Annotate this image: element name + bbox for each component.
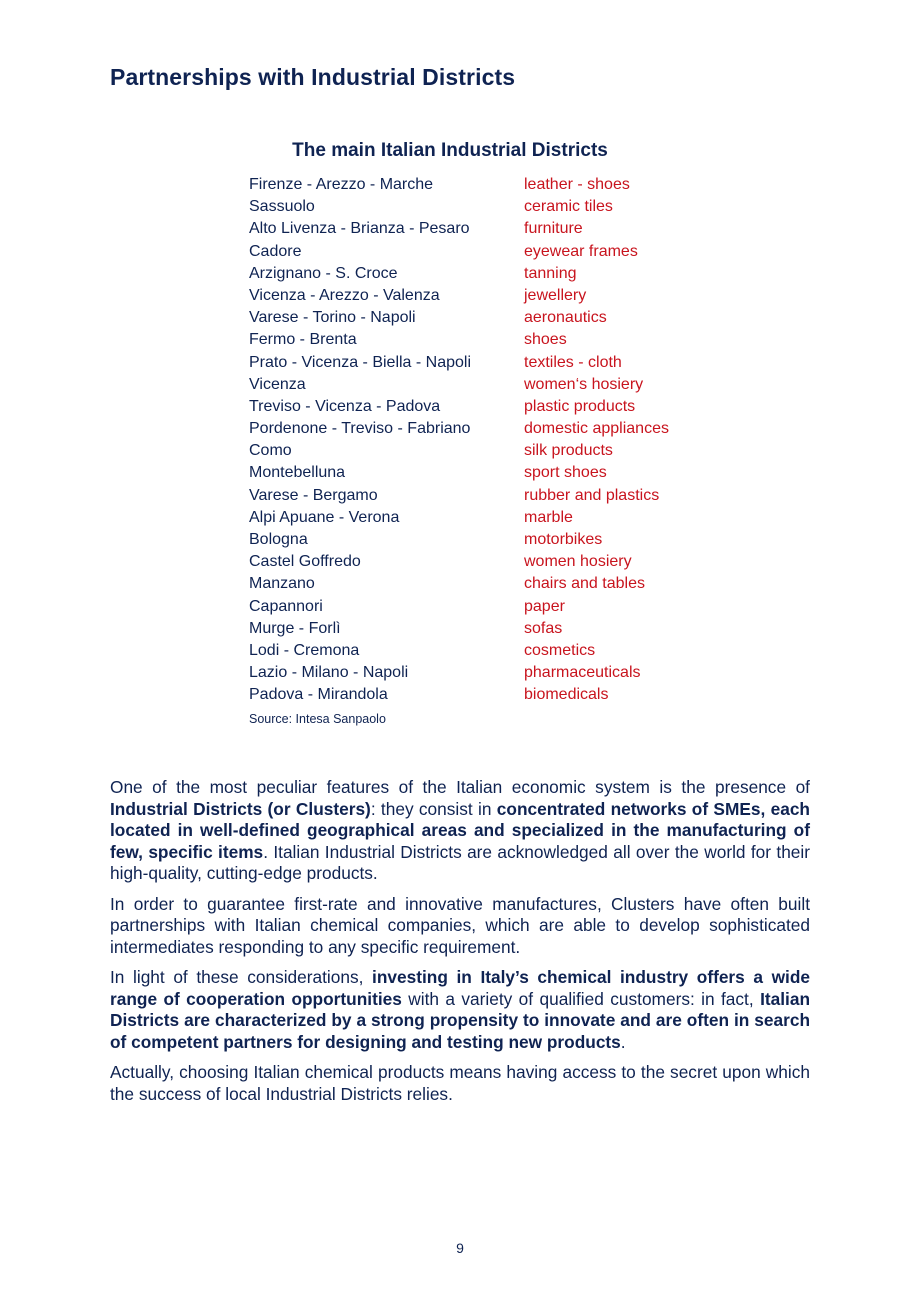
district-product: women‘s hosiery [524, 375, 644, 393]
body-paragraph [110, 1062, 810, 1105]
district-place: Como [249, 442, 292, 460]
page-number: 9 [456, 1240, 464, 1256]
table-row [249, 662, 709, 684]
table-row [249, 396, 709, 418]
district-place: Murge - Forlì [249, 619, 341, 637]
table-row [249, 329, 709, 351]
table-row [249, 462, 709, 484]
district-product: ceramic tiles [524, 198, 613, 216]
district-product: shoes [524, 331, 567, 349]
text-run: Actually, choosing Italian chemical products means having access to the secret upon which the success of local Industrial Districts relies. [110, 1062, 810, 1104]
district-product: aeronautics [524, 309, 607, 327]
table-row [249, 529, 709, 551]
table-row [249, 174, 709, 196]
district-place: Varese - Torino - Napoli [249, 309, 416, 327]
text-run: : they consist in [370, 798, 497, 819]
district-product: jewellery [524, 286, 587, 304]
table-row [249, 196, 709, 218]
district-product: silk products [524, 442, 613, 460]
district-place: Vicenza [249, 375, 306, 393]
table-row [249, 573, 709, 595]
district-place: Pordenone - Treviso - Fabriano [249, 420, 471, 438]
text-run: One of the most peculiar features of the Italian economic system is the presence of [110, 777, 810, 797]
table-row [249, 218, 709, 240]
district-product: textiles - cloth [524, 353, 622, 371]
district-place: Manzano [249, 575, 315, 593]
text-run: In light of these considerations, [110, 967, 373, 987]
table-row [249, 684, 709, 706]
district-place: Lodi - Cremona [249, 641, 360, 659]
table-row [249, 285, 709, 307]
district-place: Castel Goffredo [249, 553, 361, 571]
table-row [249, 507, 709, 529]
bold-text-run: concentrated networks of SMEs, each located in well-defined geographical areas and specialized in the manufacturing of few, specific items [110, 798, 810, 862]
district-product: tanning [524, 264, 577, 282]
district-place: Alto Livenza - Brianza - Pesaro [249, 220, 470, 238]
table-row [249, 618, 709, 640]
district-product: cosmetics [524, 641, 596, 659]
districts-table [249, 174, 709, 707]
district-product: biomedicals [524, 686, 609, 704]
text-run: . [620, 1031, 626, 1052]
bold-text-run: Italian Districts are characterized by a strong propensity to innovate and are often in search of competent partners for designing and testing new products [110, 988, 810, 1052]
district-product: marble [524, 508, 573, 526]
district-product: sofas [524, 619, 563, 637]
district-place: Vicenza - Arezzo - Valenza [249, 286, 440, 304]
table-row [249, 440, 709, 462]
district-product: plastic products [524, 397, 636, 415]
district-product: leather - shoes [524, 176, 630, 193]
table-row [249, 640, 709, 662]
district-place: Alpi Apuane - Verona [249, 508, 400, 526]
district-product: eyewear frames [524, 242, 638, 260]
table-row [249, 551, 709, 573]
table-row [249, 596, 709, 618]
body-paragraph [110, 777, 810, 885]
district-place: Lazio - Milano - Napoli [249, 664, 409, 682]
district-place: Montebelluna [249, 464, 346, 482]
district-product: motorbikes [524, 531, 603, 548]
text-run: with a variety of qualified customers: in fact, [401, 988, 761, 1009]
district-product: rubber and plastics [524, 486, 660, 504]
district-place: Sassuolo [249, 198, 315, 216]
table-source: Source: Intesa Sanpaolo [249, 712, 386, 726]
district-place: Fermo - Brenta [249, 331, 357, 349]
table-row [249, 352, 709, 374]
district-place: Cadore [249, 242, 302, 260]
district-place: Varese - Bergamo [249, 486, 378, 504]
district-place: Padova - Mirandola [249, 686, 388, 704]
table-row [249, 263, 709, 285]
table-row [249, 485, 709, 507]
text-run: . Italian Industrial Districts are acknowledged all over the world for their high-quality, cutting-edge products. [110, 841, 811, 883]
district-product: women hosiery [524, 553, 632, 571]
body-paragraph [110, 894, 810, 959]
district-product: pharmaceuticals [524, 664, 641, 682]
body-text [110, 777, 810, 1114]
districts-table-title: The main Italian Industrial Districts [292, 140, 608, 161]
district-product: sport shoes [524, 464, 607, 482]
district-place: Firenze - Arezzo - Marche [249, 176, 434, 193]
district-place: Prato - Vicenza - Biella - Napoli [249, 353, 472, 371]
table-row [249, 418, 709, 440]
district-product: domestic appliances [524, 420, 669, 438]
table-row [249, 374, 709, 396]
bold-text-run: investing in Italy’s chemical industry offers a wide range of cooperation opportunities [110, 967, 810, 1009]
bold-text-run: Industrial Districts (or Clusters) [110, 798, 371, 819]
district-product: furniture [524, 220, 583, 238]
district-place: Treviso - Vicenza - Padova [249, 397, 441, 415]
district-product: chairs and tables [524, 575, 645, 593]
table-row [249, 241, 709, 263]
district-place: Arzignano - S. Croce [249, 264, 398, 282]
text-run: In order to guarantee first-rate and innovative manufactures, Clusters have often built partnerships with Italian chemical companies, which are able to develop sophisticated intermediates responding to any specific requirement. [110, 893, 810, 957]
body-paragraph [110, 967, 810, 1053]
table-row [249, 307, 709, 329]
district-place: Capannori [249, 597, 323, 615]
district-place: Bologna [249, 531, 308, 548]
page-title: Partnerships with Industrial Districts [110, 64, 516, 90]
district-product: paper [524, 597, 565, 615]
